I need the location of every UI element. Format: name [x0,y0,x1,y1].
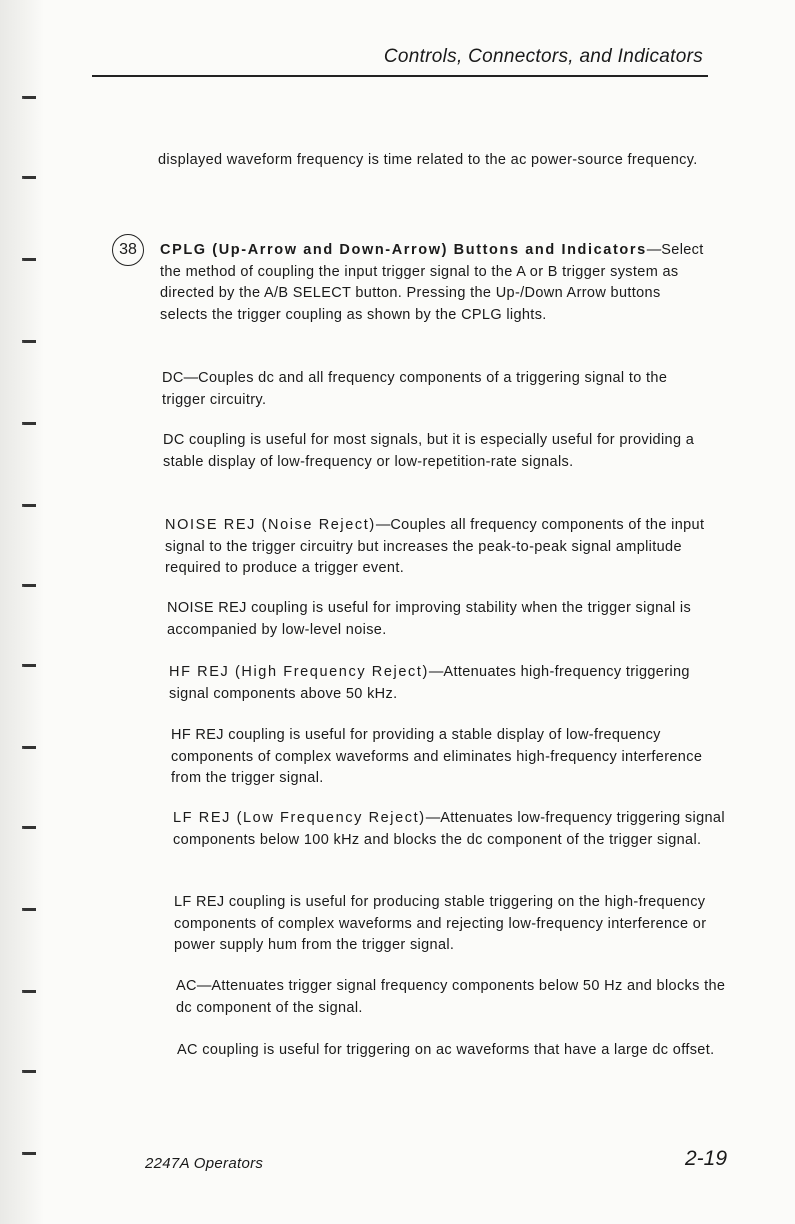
item-38-description: Select the method of coupling the input trigger signal to the A or B trigger system as directed by the A/B SELECT button. Pressing the Up-/Down Arrow buttons selects the trigger coupling as shown by the CPLG lights. [160,242,704,323]
binding-mark [22,96,36,99]
dc-paragraph [162,368,712,411]
noise-rej-paragraph [165,515,717,580]
hf-rej-note: HF REJ coupling is useful for providing a stable display of low-frequency components of complex waveforms and eliminates high-frequency interference from the trigger signal. [171,727,703,786]
item-38-term: CPLG (Up-Arrow and Down-Arrow) Buttons and Indicators [160,242,647,258]
binding-mark [22,990,36,993]
page-binding-edge [0,0,44,1224]
em-dash: — [425,810,441,826]
binding-mark [22,422,36,425]
binding-mark [22,908,36,911]
page-header-title: Controls, Connectors, and Indicators [383,46,703,67]
dc-note: DC coupling is useful for most signals, but it is especially useful for providing a stable display of low-frequency or low-repetition-rate signals. [163,432,695,470]
em-dash: — [428,664,444,680]
binding-mark [22,258,36,261]
ac-description: Attenuates trigger signal frequency components below 50 Hz and blocks the dc component of the signal. [176,978,726,1016]
noise-rej-description: Couples all frequency components of the input signal to the trigger circuitry but increases the peak-to-peak signal amplitude required to produce a trigger event. [165,517,705,576]
binding-mark [22,1070,36,1073]
binding-mark [22,746,36,749]
dc-term: DC [162,370,184,386]
item-38-paragraph [160,240,710,326]
hf-rej-term: HF REJ (High Frequency Reject) [169,664,429,680]
em-dash: — [196,978,212,994]
hf-rej-paragraph [169,662,721,705]
noise-rej-note: NOISE REJ coupling is useful for improving stability when the trigger signal is accompanied by low-level noise. [167,600,692,638]
lf-rej-description: Attenuates low-frequency triggering signal components below 100 kHz and blocks the dc component of the trigger signal. [173,810,725,848]
binding-mark [22,584,36,587]
lf-rej-term: LF REJ (Low Frequency Reject) [173,810,426,826]
hf-rej-description: Attenuates high-frequency triggering signal components above 50 kHz. [169,664,690,702]
ac-note: AC coupling is useful for triggering on ac waveforms that have a large dc offset. [177,1042,715,1058]
binding-mark [22,504,36,507]
intro-paragraph: displayed waveform frequency is time related to the ac power-source frequency. [158,152,698,168]
binding-mark [22,826,36,829]
ac-term: AC [176,978,197,994]
dc-description: Couples dc and all frequency components of a triggering signal to the trigger circuitry. [162,370,668,408]
em-dash: — [183,370,199,386]
callout-number: 38 [112,234,144,266]
binding-mark [22,340,36,343]
lf-rej-paragraph [173,808,725,851]
binding-mark [22,664,36,667]
footer-manual-name: 2247A Operators [145,1155,264,1172]
noise-rej-term: NOISE REJ (Noise Reject) [165,517,376,533]
ac-paragraph [176,976,728,1019]
footer-page-number: 2-19 [684,1147,727,1170]
lf-rej-note: LF REJ coupling is useful for producing stable triggering on the high-frequency components of complex waveforms and rejecting low-frequency interference or power supply hum from the trigger signal. [174,894,707,953]
em-dash: — [375,517,391,533]
header-rule [92,75,708,77]
binding-mark [22,1152,36,1155]
binding-mark [22,176,36,179]
em-dash: — [646,242,662,258]
